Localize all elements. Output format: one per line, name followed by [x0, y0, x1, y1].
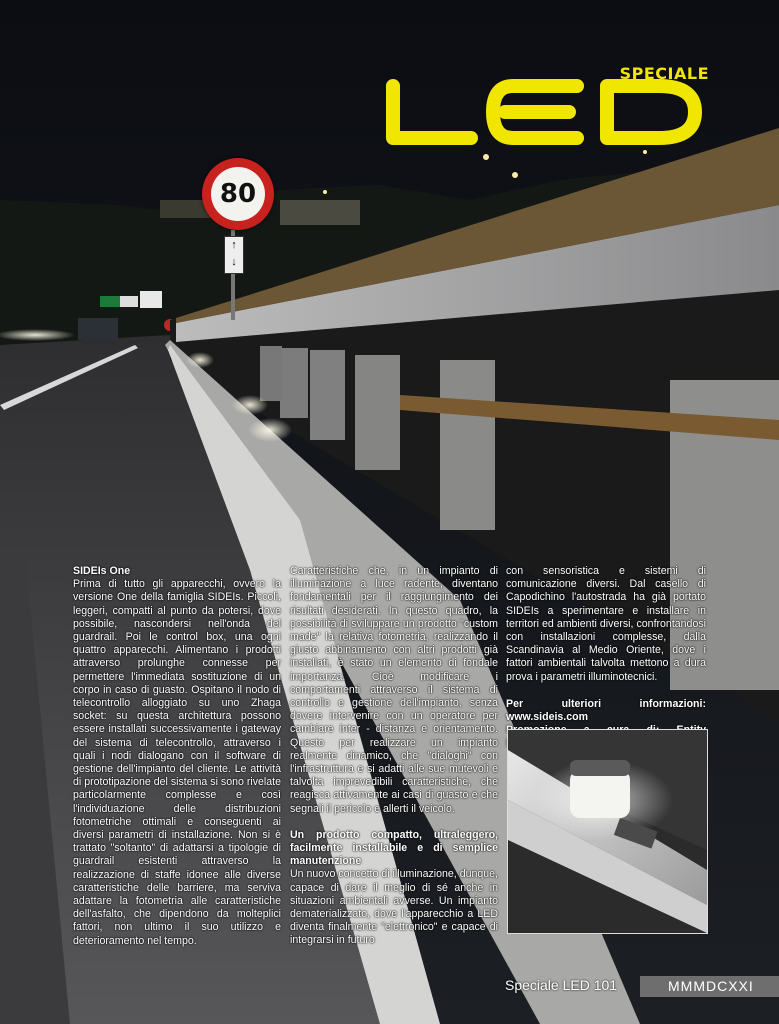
footer-issue-number: MMMDCXXI: [640, 976, 779, 997]
led-fixture-image: [508, 730, 707, 933]
column-body: Caratteristiche che, in un impianto di illuminazione a luce radente, diventano fondamentali per il raggiungimento dei risultati desiderati. In questo quadro, la possibilità di sviluppare un prodotto "custom made" la relativa fotometria, realizzando il giusto abbinamento con altri prodotti già installati, è stato un elemento di fondale importanza. Cioè modificare i comportamenti attraverso il sistema di controllo e gestione dell'impianto, senza dovere intervenire con un operatore per cambiare inter - distanza e orientamento. Questo per realizzare un impianto realmente dinamico, che "dialoghi" con l'infrastruttura e si adatti alle sue mutevoli e talvolta imprevedibili caratteristiche, che reagisca attivamente ai casi di guasto e che segnali il pericolo e allerti il veicolo.: [290, 565, 498, 815]
column-body: Un nuovo concetto di illuminazione, dunque, capace di dare il meglio di sé anche in situazioni ambientali avverse. Un impianto dematerializzato, dove l'apparecchio a LED diventa finalmente "elettronico" e capace di integrarsi in futuro: [290, 868, 498, 947]
column-subheading: Un prodotto compatto, ultraleggero, facilmente installabile e di semplice manutenzione: [290, 828, 498, 868]
section-kicker: SPECIALE: [619, 64, 709, 83]
led-title-logo: [381, 78, 711, 148]
column-body: Prima di tutto gli apparecchi, ovvero la versione One della famiglia SIDEIs. Piccoli, leggeri, compatti al punto da potersi, dove possibile, nascondersi nell'onda del guardrail. Poi le control box, una ogni quattro apparecchi. Alimentano i prodotti attraverso prolunghe connesse per permettere l'immediata sostituzione di un corpo in caso di guasto. Ospitano il nodo di telecontrollo alloggiato su uno Zhaga socket: su questa architettura possono essere installati successivamente i gateway del sistema di telecontrollo, attraverso i quali i nodi dialogano con il software di gestione dell'impianto del cliente. Le attività di prototipazione del sistema si sono rivelate particolarmente complesse e così l'individuazione delle distribuzioni fotometriche ottimali e conseguenti ai diversi parametri di installazione. Non si è trattato "soltanto" di adattarsi a tipologie di guardrail esistenti attraverso la realizzazione di staffe idonee alle diverse caratteristiche delle barriere, ma serviva adattare la fotometria alle caratteristiche dell'asfalto, che dipendono da molteplici fattori, non ultimo il suo utilizzo e deterioramento nel tempo.: [73, 578, 281, 947]
article-column-2: [290, 565, 498, 948]
speed-limit-sign: [202, 158, 274, 230]
speed-limit-number: 80: [211, 167, 265, 221]
lane-arrow-sign: ↑ ↓: [224, 236, 244, 274]
product-inset-photo: [507, 729, 708, 934]
article-column-1: [73, 565, 281, 948]
info-website: Per ulteriori informazioni: www.sideis.com: [506, 697, 706, 724]
article-column-3: [506, 565, 706, 751]
footer-page-label: Speciale LED 101: [505, 977, 618, 993]
column-heading: SIDEIs One: [73, 565, 131, 577]
column-body: con sensoristica e sistemi di comunicazione diversi. Dal casello di Capodichino l'autostrada ha già portato SIDEIs a sperimentare e installare in territori ed ambienti diversi, confrontandosi con installazioni complesse, dalla Scandinavia al Medio Oriente, dove i fattori ambientali talvolta mettono a dura prova i parametri illuminotecnici.: [506, 565, 706, 683]
